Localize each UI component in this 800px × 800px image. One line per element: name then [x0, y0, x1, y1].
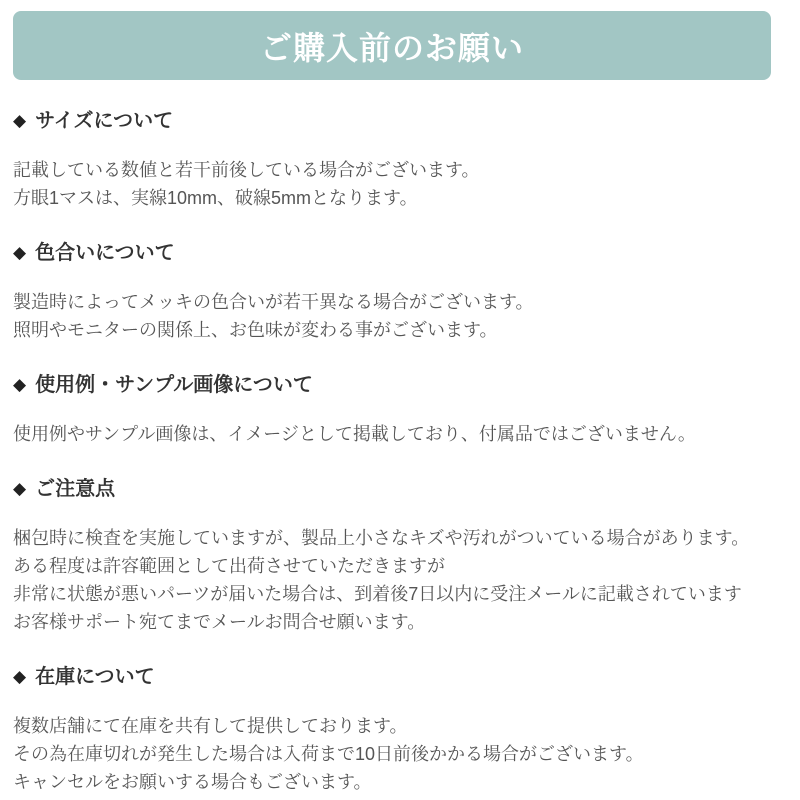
section-heading: [13, 108, 790, 134]
section-heading-label: サイズについて: [35, 110, 174, 132]
section-heading: [13, 372, 790, 398]
section-heading-label: 色合いについて: [35, 242, 175, 264]
notice-banner: [13, 11, 771, 80]
notice-content: [0, 108, 800, 796]
diamond-bullet-icon: ◆: [13, 479, 27, 498]
section-paragraph: [13, 524, 790, 636]
page-title: ご購入前のお願い: [259, 29, 524, 66]
section-heading-label: 使用例・サンプル画像について: [35, 374, 313, 396]
diamond-bullet-icon: ◆: [13, 243, 27, 262]
text-line: 記載している数値と若干前後している場合がございます。: [13, 160, 480, 180]
section-size: [13, 108, 790, 212]
text-line: 使用例やサンプル画像は、イメージとして掲載しており、付属品ではございません。: [13, 424, 696, 444]
section-paragraph: [13, 420, 790, 448]
diamond-bullet-icon: ◆: [13, 667, 27, 686]
text-line: 梱包時に検査を実施していますが、製品上小さなキズや汚れがついている場合があります。: [13, 528, 750, 548]
text-line: 非常に状態が悪いパーツが届いた場合は、到着後7日以内に受注メールに記載されています: [13, 584, 742, 604]
section-color: [13, 240, 790, 344]
text-line: 製造時によってメッキの色合いが若干異なる場合がございます。: [13, 292, 534, 312]
text-line: 方眼1マスは、実線10mm、破線5mmとなります。: [13, 188, 418, 208]
text-line: お客様サポート宛てまでメールお問合せ願います。: [13, 612, 426, 632]
section-heading: [13, 240, 790, 266]
section-paragraph: [13, 712, 790, 796]
section-cautions: [13, 476, 790, 636]
text-line: 複数店舗にて在庫を共有して提供しております。: [13, 716, 408, 736]
diamond-bullet-icon: ◆: [13, 375, 27, 394]
section-paragraph: [13, 288, 790, 344]
section-heading: [13, 664, 790, 690]
diamond-bullet-icon: ◆: [13, 111, 27, 130]
text-line: 照明やモニターの関係上、お色味が変わる事がございます。: [13, 320, 498, 340]
section-stock: [13, 664, 790, 796]
section-heading-label: 在庫について: [35, 666, 155, 688]
text-line: ある程度は許容範囲として出荷させていただきますが: [13, 556, 445, 576]
text-line: キャンセルをお願いする場合もございます。: [13, 772, 372, 792]
section-heading-label: ご注意点: [35, 478, 116, 500]
text-line: その為在庫切れが発生した場合は入荷まで10日前後かかる場合がございます。: [13, 744, 644, 764]
section-heading: [13, 476, 790, 502]
section-paragraph: [13, 156, 790, 212]
section-sample-images: [13, 372, 790, 448]
